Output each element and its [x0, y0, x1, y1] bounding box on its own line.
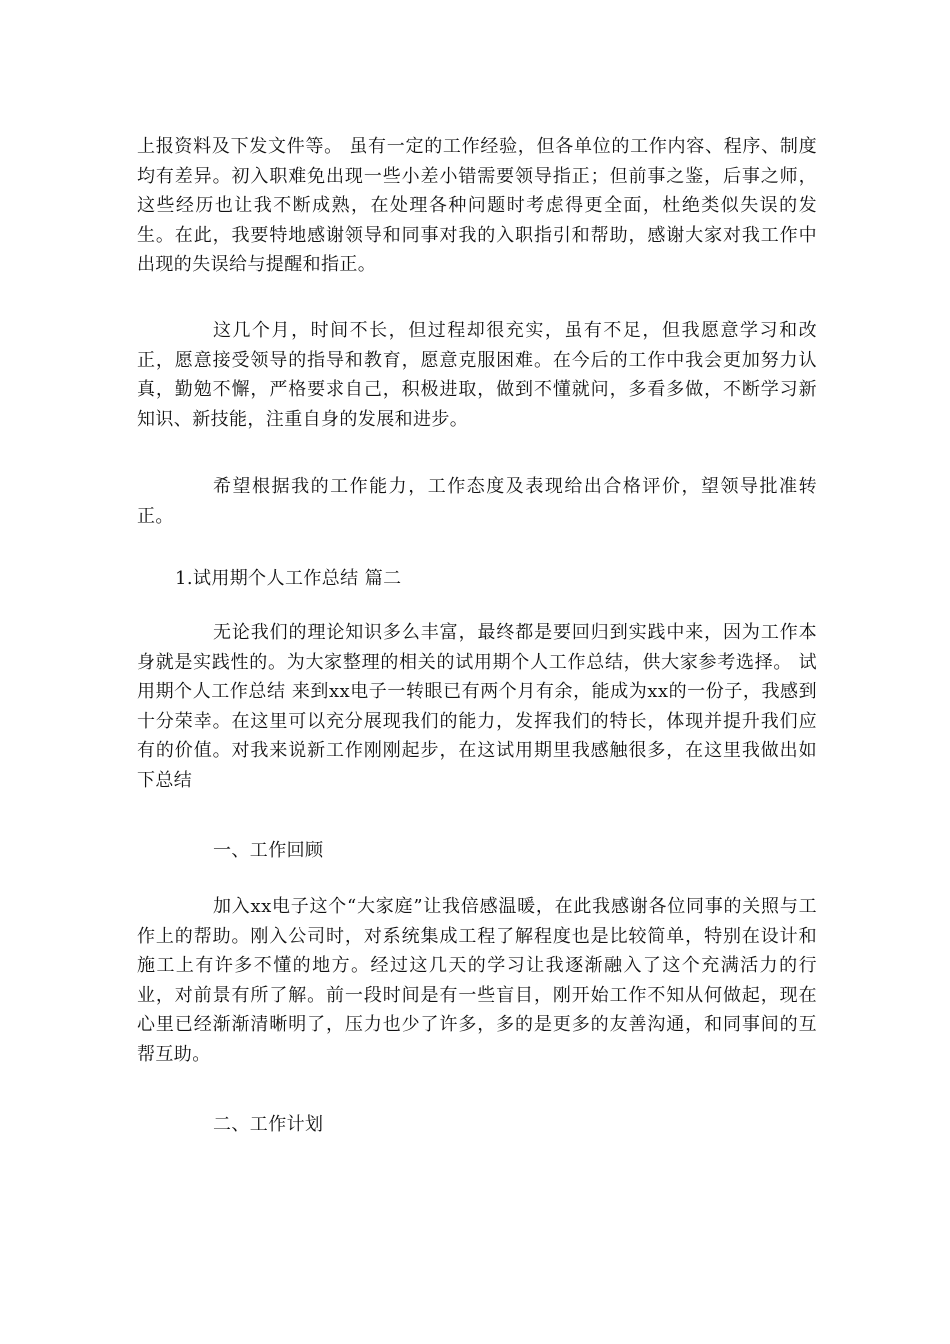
paragraph-work-review: 加入xx电子这个“大家庭”让我倍感温暖，在此我感谢各位同事的关照与工作上的帮助。刚入公司时，对系统集成工程了解程度也是比较简单，特别在设计和施工上有许多不懂的地方。经过这几天的学习让我逐渐融入了这个充满活力的行业，对前景有所了解。前一段时间是有一些盲目，刚开始工作不知从何做起，现在心里已经渐渐清晰明了，压力也少了许多，多的是更多的友善沟通，和同事间的互帮互助。 — [137, 896, 817, 1065]
paragraph-summary-intro: 无论我们的理论知识多么丰富，最终都是要回归到实践中来，因为工作本身就是实践性的。为大家整理的相关的试用期个人工作总结，供大家参考选择。 试用期个人工作总结 来到xx电子一转眼已有两个月有余，能成为xx的一份子，我感到十分荣幸。在这里可以充分展现我们的能力，发挥我们的特长，体现并提升我们应有的价值。对我来说新工作刚刚起步，在这试用期里我感触很多，在这里我做出如下总结 — [137, 622, 817, 791]
heading-work-plan: 二、工作计划 — [213, 1114, 324, 1135]
heading-work-review: 一、工作回顾 — [213, 840, 324, 861]
section-title-part-two: 1.试用期个人工作总结 篇二 — [175, 568, 402, 589]
paragraph-self-improvement: 这几个月，时间不长，但过程却很充实，虽有不足，但我愿意学习和改正，愿意接受领导的指导和教育，愿意克服困难。在今后的工作中我会更加努力认真，勤勉不懈，严格要求自己，积极进取，做到不懂就问，多看多做，不断学习新知识、新技能，注重自身的发展和进步。 — [137, 320, 817, 430]
paragraph-intro-continued: 上报资料及下发文件等。 虽有一定的工作经验，但各单位的工作内容、程序、制度均有差异。初入职难免出现一些小差小错需要领导指正；但前事之鉴，后事之师，这些经历也让我不断成熟，在处理各种问题时考虑得更全面，杜绝类似失误的发生。在此，我要特地感谢领导和同事对我的入职指引和帮助，感谢大家对我工作中出现的失误给与提醒和指正。 — [137, 136, 817, 275]
paragraph-request-approval: 希望根据我的工作能力，工作态度及表现给出合格评价，望领导批准转正。 — [137, 476, 817, 527]
